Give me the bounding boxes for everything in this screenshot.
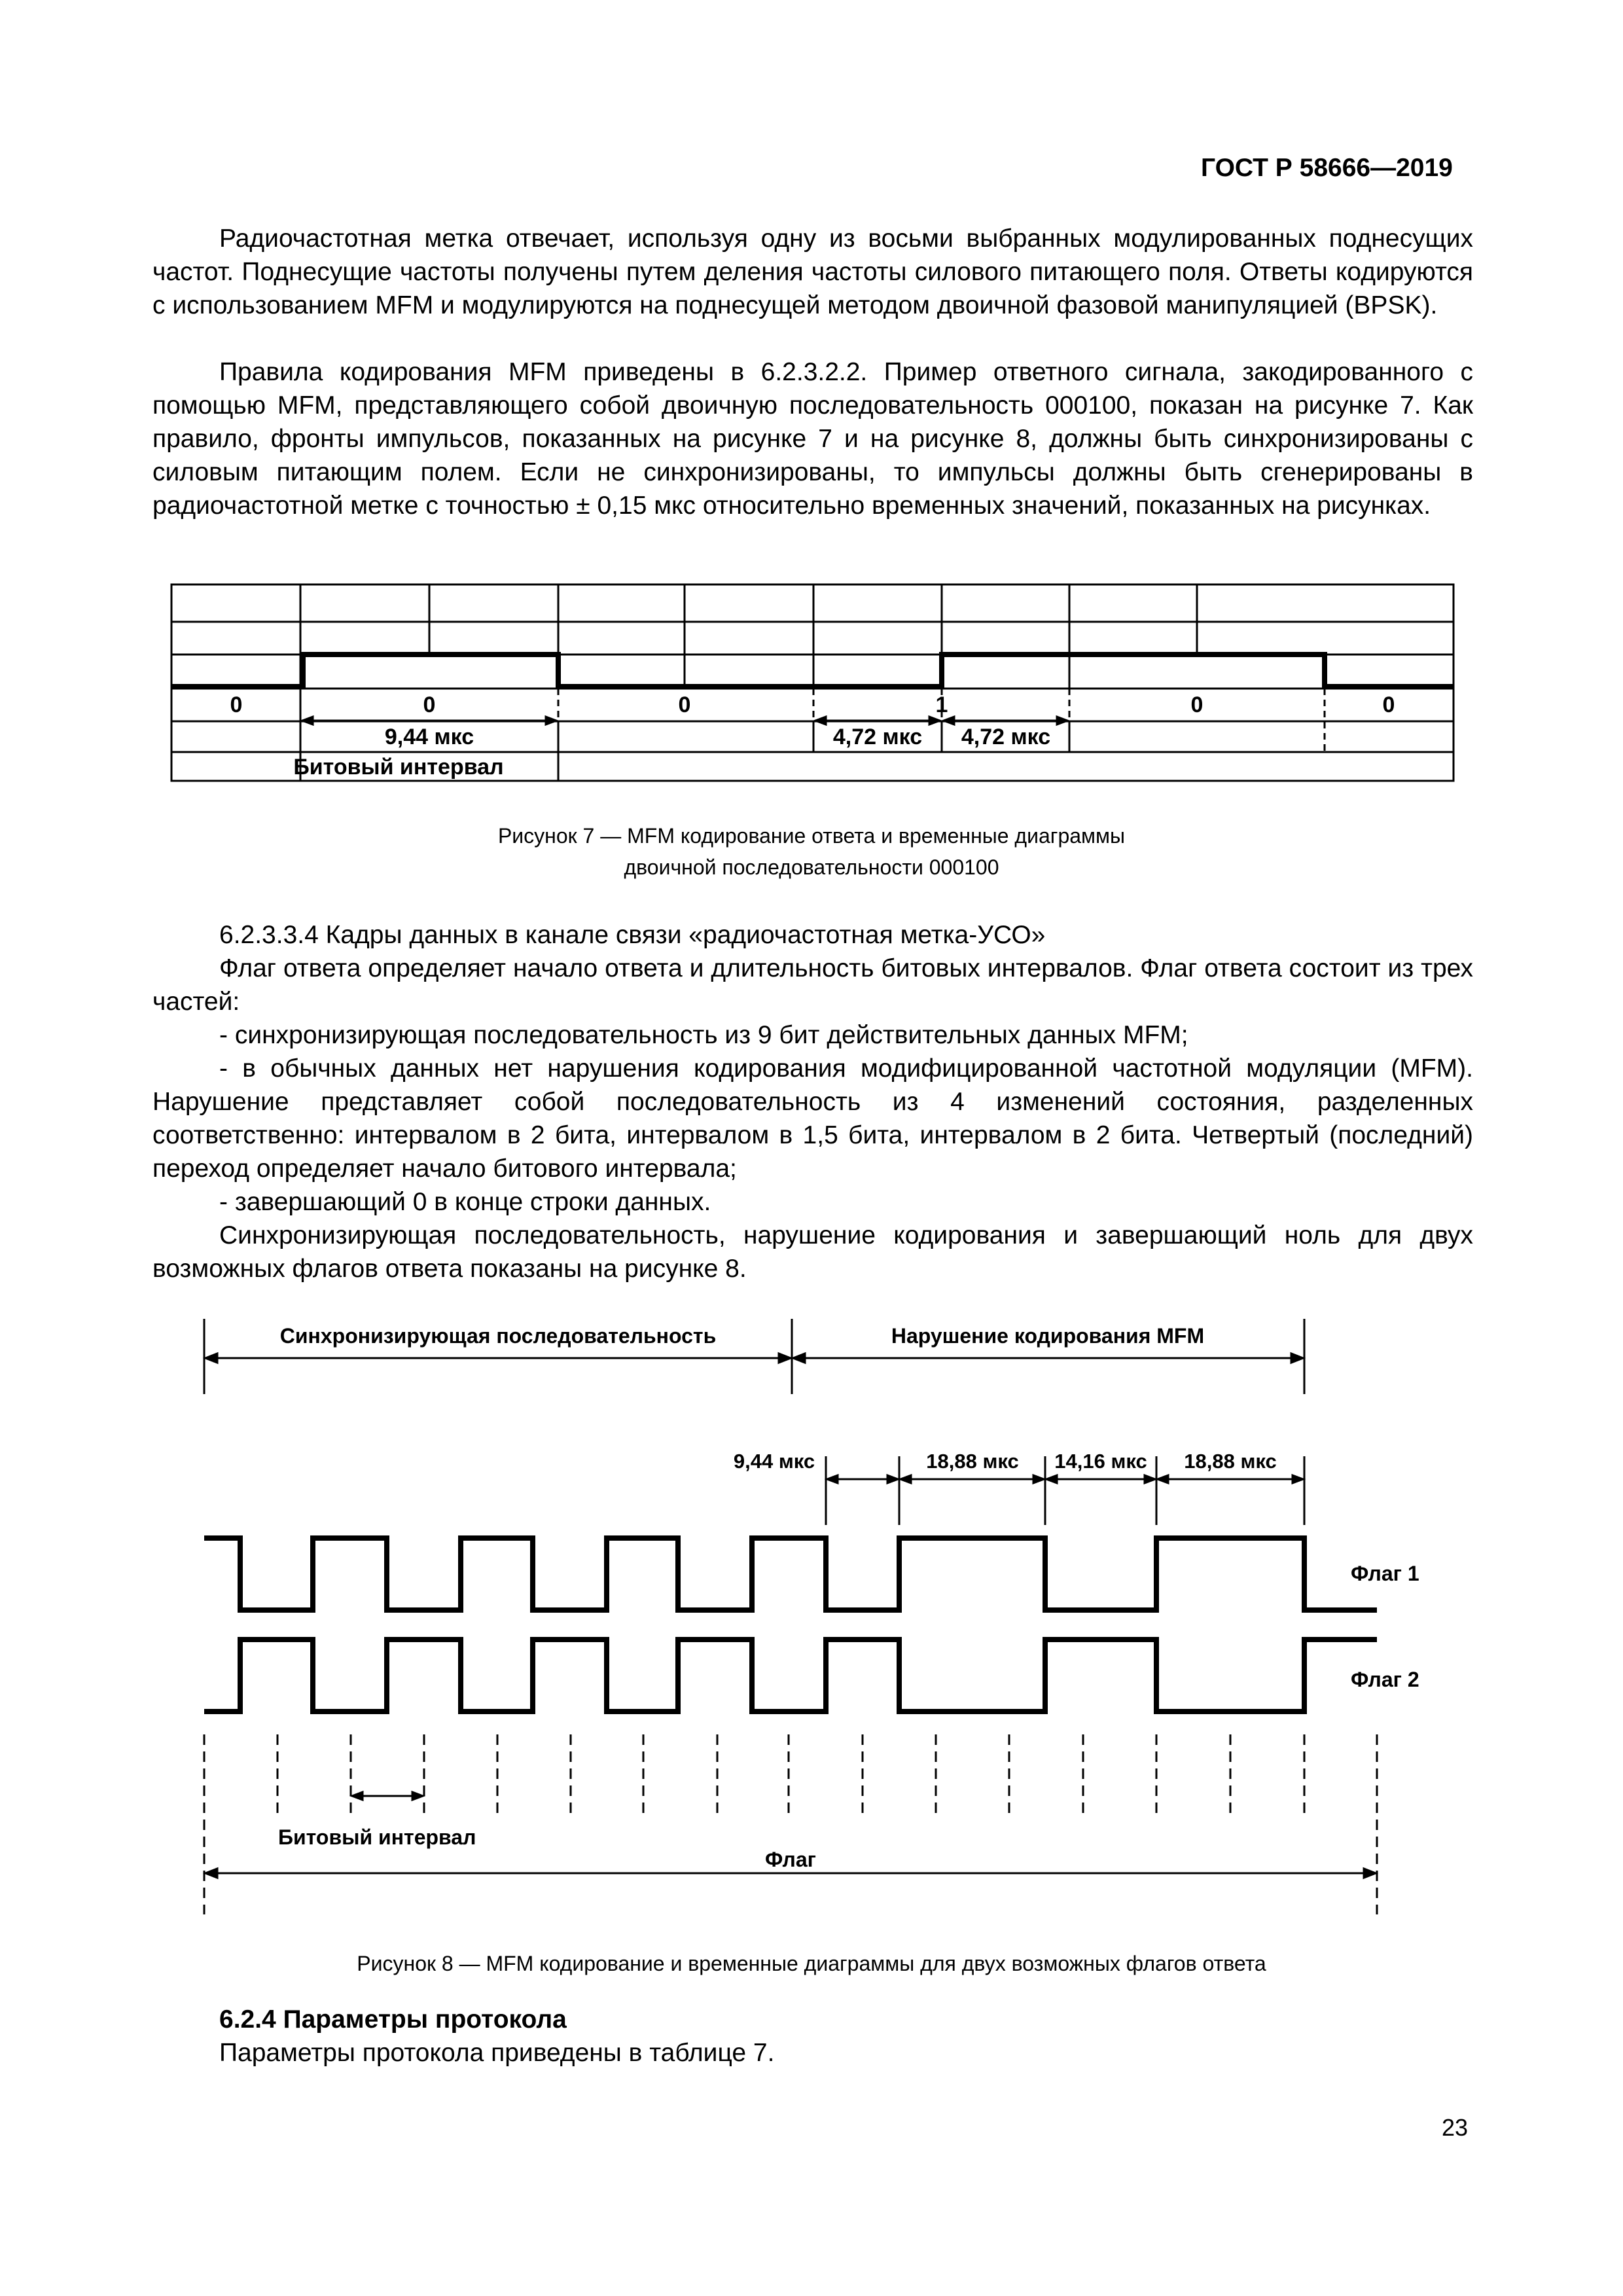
fig8-sync-label: Синхронизирующая последовательность [279,1324,717,1348]
figure-8-diagram [0,1296,1623,1937]
fig8-time-14-16: 14,16 мкс [1054,1450,1147,1473]
fig8-bit-interval-label: Битовый интервал [278,1825,476,1849]
fig7-bit-4: 0 [1190,692,1204,717]
fig7-bit-0: 0 [230,692,243,717]
fig8-flag2-waveform [204,1640,1377,1712]
fig7-label-4-72-a: 4,72 мкс [832,725,923,749]
list-item-sync: - синхронизирующая последовательность из 9 бит действительных данных MFM; [219,1021,1188,1049]
fig8-flag1-label: Флаг 1 [1351,1562,1419,1585]
fig7-bit-5: 0 [1382,692,1395,717]
section-6-2-3-3-4-heading: 6.2.3.3.4 Кадры данных в канале связи «радиочастотная метка-УСО» [219,921,1046,949]
fig8-flag-label: Флаг [765,1848,816,1871]
fig7-bit-1: 0 [423,692,436,717]
fig8-time-9-44: 9,44 мкс [733,1450,815,1473]
fig8-time-18-88-a: 18,88 мкс [926,1450,1019,1473]
fig8-violation-label: Нарушение кодирования MFM [891,1324,1205,1348]
section-6-2-3-3-4-paragraph-1: Флаг ответа определяет начало ответа и длительность битовых интервалов. Флаг ответа состоит из трех частей: [152,954,1473,1016]
fig7-label-4-72-b: 4,72 мкс [961,725,1051,749]
fig7-bit-2: 0 [678,692,691,717]
figure-7-caption-line2: двоичной последовательности 000100 [624,855,999,879]
fig8-flag2-label: Флаг 2 [1351,1668,1419,1691]
list-item-trailing-zero: - завершающий 0 в конце строки данных. [219,1188,711,1216]
section-6-2-3-3-4-paragraph-2: Синхронизирующая последовательность, нарушение кодирования и завершающий ноль для двух возможных флагов ответа показаны на рисунке 8. [152,1221,1473,1283]
fig8-flag1-waveform [204,1538,1377,1610]
document-standard-number: ГОСТ Р 58666—2019 [1201,154,1453,182]
figure-7-diagram [0,0,1623,805]
section-6-2-4-heading: 6.2.4 Параметры протокола [219,2005,567,2034]
figure-8-caption: Рисунок 8 — MFM кодирование и временные диаграммы для двух возможных флагов ответа [357,1952,1266,1975]
page-number: 23 [1442,2114,1469,2141]
figure-7-caption-line1: Рисунок 7 — MFM кодирование ответа и временные диаграммы [497,824,1126,848]
figure-7-caption [0,820,1623,883]
section-6-2-4-text: Параметры протокола приведены в таблице 7. [219,2039,775,2067]
fig7-label-9-44: 9,44 мкс [384,725,474,749]
fig7-bit-interval: Битовый интервал [293,755,504,780]
list-item-violation: - в обычных данных нет нарушения кодирования модифицированной частотной модуляции (MFM). Нарушение представляет собой последовательность из 4 изменений состояния, разделенных соответственно: интервалом в 2 бита, интервалом в 1,5 бита, интервалом в 2 бита. Четвертый (последний) переход определяет начало битового интервала; [152,1054,1473,1183]
fig7-bit-3: 1 [935,692,948,717]
intro-paragraph-1: Радиочастотная метка отвечает, используя одну из восьми выбранных модулированных поднесущих частот. Поднесущие частоты получены путем деления частоты силового питающего поля. Ответы кодируются с использованием MFM и модулируются на поднесущей методом двоичной фазовой манипуляцией (BPSK). [152,224,1473,319]
fig8-time-18-88-b: 18,88 мкс [1184,1450,1277,1473]
intro-paragraph-2: Правила кодирования MFM приведены в 6.2.3.2.2. Пример ответного сигнала, закодированного с помощью MFM, представляющего собой двоичную последовательность 000100, показан на рисунке 7. Как правило, фронты импульсов, показанных на рисунке 7 и на рисунке 8, должны быть синхронизированы с силовым питающим полем. Если не синхронизированы, то импульсы должны быть сгенерированы в радиочастотной метке с точностью ± 0,15 мкс относительно временных значений, показанных на рисунках. [152,358,1473,520]
